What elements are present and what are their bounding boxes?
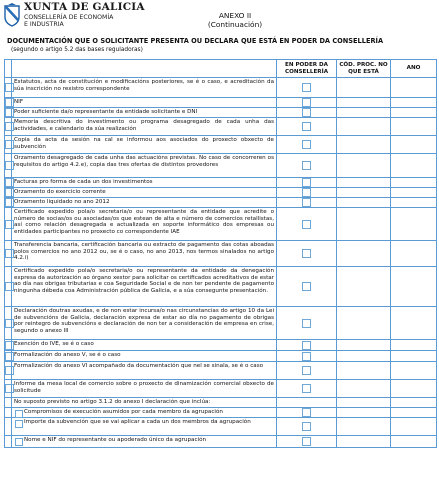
header-in-power: EN PODER DA CONSELLERÍA [277,60,337,78]
row-text [12,380,277,398]
row-text [12,98,277,108]
header-document-column [12,60,277,78]
checkbox-icon [302,319,311,328]
table-row [5,241,437,267]
row-label: No suposto previsto no artigo 3.1.2 do anexo I declaración que inclúa: [14,399,211,405]
in-power-checkbox[interactable] [277,418,337,436]
year-field[interactable] [391,351,437,362]
table-row [5,418,437,436]
row-label: Formalización do anexo VI acompañado da documentación que nel se sinala, se é o caso [14,363,264,369]
row-label: Importe da subvención que se vai aplicar a cada un dos membros da agrupación [24,419,251,425]
annex-label [190,12,280,29]
row-text [12,198,277,208]
proc-code-field[interactable] [337,307,391,340]
year-field[interactable] [391,436,437,448]
brand-name: XUNTA DE GALICIA [24,1,145,13]
in-power-checkbox[interactable] [277,78,337,98]
documentation-table [4,59,437,448]
year-field[interactable] [391,241,437,267]
checkbox-icon [302,408,311,417]
in-power-checkbox[interactable] [277,340,337,351]
checkbox-icon [302,352,311,361]
row-label: Compromisos de execución asumidos por cada membro da agrupación [24,409,223,415]
year-field[interactable] [391,198,437,208]
proc-code-field[interactable] [337,154,391,178]
row-label: Orzamento do exercicio corrente [14,189,106,195]
header-year: ANO [391,60,437,78]
year-field[interactable] [391,208,437,241]
table-row [5,408,437,418]
table-row [5,351,437,362]
row-checkbox[interactable] [5,178,12,188]
header-check-column [5,60,12,78]
row-text [12,208,277,241]
row-label: Facturas pro forma de cada un dos investimentos [14,179,153,185]
table-row [5,188,437,198]
year-field[interactable] [391,154,437,178]
row-checkbox[interactable] [5,154,12,178]
year-field[interactable] [391,340,437,351]
in-power-checkbox[interactable] [277,188,337,198]
year-field[interactable] [391,78,437,98]
table-row [5,198,437,208]
blank-cell [337,398,391,408]
proc-code-field[interactable] [337,408,391,418]
row-checkbox[interactable] [5,118,12,136]
in-power-checkbox[interactable] [277,178,337,188]
annex-continuation: (Continuación) [207,19,263,29]
in-power-checkbox[interactable] [277,198,337,208]
year-field[interactable] [391,307,437,340]
row-label: Certificado expedido pola/o secretaria/o ou representante da entidade da denegación expresa da autorización ao órgano xestor para solicitar os certificados acreditativos de estar ao día nas obrigas tributarias e coa Seguridade Social e de non ter pendente de pagamento ningunha débeda coa Administración pública de Galicia, e a súa consegunte presentación. [14,268,274,295]
row-text [12,436,277,448]
row-checkbox[interactable] [5,78,12,98]
in-power-checkbox[interactable] [277,108,337,118]
checkbox-icon [302,198,311,207]
checkbox-icon [302,366,311,375]
row-text [12,418,277,436]
row-text [12,178,277,188]
checkbox-icon [302,282,311,291]
proc-code-field[interactable] [337,98,391,108]
table-row [5,118,437,136]
table-row [5,340,437,351]
checkbox-icon [302,140,311,149]
row-text [12,108,277,118]
proc-code-field[interactable] [337,380,391,398]
row-label: Nome e NIF do representante ou apoderado único da agrupación [24,437,207,443]
row-text [12,241,277,267]
row-checkbox[interactable] [5,267,12,307]
in-power-checkbox[interactable] [277,136,337,154]
checkbox-icon [302,341,311,350]
row-label: Orzamento liquidado no ano 2012 [14,199,110,205]
year-field[interactable] [391,267,437,307]
in-power-checkbox[interactable] [277,362,337,380]
proc-code-field[interactable] [337,188,391,198]
year-field[interactable] [391,362,437,380]
row-label: Formalización do anexo V, se é o caso [14,352,121,358]
row-blank-cell [5,436,12,448]
table-row [5,362,437,380]
checkbox-icon [302,83,311,92]
year-field[interactable] [391,418,437,436]
in-power-checkbox[interactable] [277,408,337,418]
row-checkbox[interactable] [5,351,12,362]
row-text [12,78,277,98]
table-row [5,267,437,307]
checkbox-icon [302,161,311,170]
proc-code-field[interactable] [337,208,391,241]
row-checkbox[interactable] [5,208,12,241]
row-checkbox[interactable] [5,98,12,108]
row-text [12,118,277,136]
in-power-checkbox[interactable] [277,118,337,136]
department-name [24,14,134,28]
checkbox-icon [302,122,311,131]
row-checkbox[interactable] [5,188,12,198]
proc-code-field[interactable] [337,108,391,118]
document-title: DOCUMENTACIÓN QUE O SOLICITANTE PRESENTA OU DECLARA QUE ESTÁ EN PODER DA CONSELLERÍA [7,37,384,45]
proc-code-field[interactable] [337,436,391,448]
proc-code-field[interactable] [337,362,391,380]
in-power-checkbox[interactable] [277,98,337,108]
row-text [12,267,277,307]
proc-code-field[interactable] [337,136,391,154]
row-label: Orzamento desagregado de cada unha das actuacións previstas. No caso de concorreren os requisitos do artigo 4.2.e), copia das tres ofertas de distintos provedores [14,155,274,168]
row-checkbox[interactable] [5,108,12,118]
in-power-checkbox[interactable] [277,436,337,448]
table-row [5,136,437,154]
annex-title: ANEXO II [218,11,252,20]
table-row [5,178,437,188]
row-label: Memoria descritiva do investimento ou programa desagregado de cada unha das actividades, e calendario da súa realización [14,119,274,132]
row-text [12,154,277,178]
table-row [5,208,437,241]
department-line-1: CONSELLERÍA DE ECONOMÍA [24,14,114,21]
proc-code-field[interactable] [337,198,391,208]
row-checkbox[interactable] [5,362,12,380]
row-text [12,398,277,408]
row-text [12,188,277,198]
year-field[interactable] [391,98,437,108]
row-label: Estatutos, acta de constitución e modificacións posteriores, se é o caso, e acreditación da súa inscrición no rexistro correspondente [14,79,274,92]
year-field[interactable] [391,136,437,154]
proc-code-field[interactable] [337,118,391,136]
row-text [12,351,277,362]
in-power-checkbox[interactable] [277,351,337,362]
checkbox-icon [302,188,311,197]
checkbox-icon [302,437,311,446]
row-blank-cell [5,418,12,436]
checkbox-icon[interactable] [15,420,23,428]
checkbox-icon [302,98,311,107]
row-checkbox[interactable] [5,307,12,340]
proc-code-field[interactable] [337,351,391,362]
checkbox-icon [302,108,311,117]
year-field[interactable] [391,108,437,118]
in-power-checkbox[interactable] [277,307,337,340]
table-row [5,398,437,408]
table-row [5,380,437,398]
proc-code-field[interactable] [337,178,391,188]
table-row [5,436,437,448]
row-text [12,136,277,154]
row-label: Poder suficiente da/o representante da entidade solicitante e DNI [14,109,198,115]
row-checkbox[interactable] [5,241,12,267]
checkbox-icon [302,220,311,229]
checkbox-icon[interactable] [15,438,23,446]
row-checkbox[interactable] [5,136,12,154]
year-field[interactable] [391,408,437,418]
checkbox-icon [302,178,311,187]
row-label: Declaración doutras axudas, e de non estar incursa/o nas circunstancias do artigo 10 da Lei de subvencións de Galicia, declaración expresa de estar ao día no pagamento de obrigas por reintegro de subvencións e declaración de non ter a consideración de empresa en crise, segundo o anexo III [14,308,274,335]
row-label-wrap [12,436,276,444]
year-field[interactable] [391,118,437,136]
table-row [5,307,437,340]
row-label-wrap [12,408,276,416]
row-text [12,362,277,380]
row-blank-cell [5,398,12,408]
checkbox-icon[interactable] [15,410,23,418]
row-label: Copia da acta da sesión na cal se informou aos asociados do proxecto obxecto de subvención [14,137,274,150]
row-label: Informe da mesa local de comercio sobre o proxecto de dinamización comercial obxecto de solicitude [14,381,274,394]
proc-code-field[interactable] [337,78,391,98]
table-row [5,154,437,178]
blank-cell [391,398,437,408]
year-field[interactable] [391,178,437,188]
row-text [12,340,277,351]
row-text [12,408,277,418]
in-power-checkbox[interactable] [277,208,337,241]
year-field[interactable] [391,380,437,398]
year-field[interactable] [391,188,437,198]
row-label: Transferencia bancaria, certificación bancaria ou extracto de pagamento das cotas aboadas polos comercios no ano 2012 ou, se é o caso, no ano 2013, nos termos sinalados no artigo 4.2.i) [14,242,274,262]
blank-cell [277,398,337,408]
row-checkbox[interactable] [5,380,12,398]
row-label: NIF [14,99,24,105]
department-line-2: E INDUSTRIA [24,21,64,28]
in-power-checkbox[interactable] [277,380,337,398]
xunta-coat-of-arms-icon [3,3,21,27]
checkbox-icon [302,249,311,258]
checkbox-icon [302,384,311,393]
row-text [12,307,277,340]
in-power-checkbox[interactable] [277,267,337,307]
table-row [5,78,437,98]
proc-code-field[interactable] [337,267,391,307]
table-row [5,108,437,118]
row-blank-cell [5,408,12,418]
row-label: Certificado expedido pola/o secretaria/o ou representante da entidade que acredite o número de socias/os ou asociadas/os que estean de alta e número de comercios retallistas, así como relación desagregada e actualizada en soporte informático dos empresas ou entidades participantes no proxecto co correspondente IAE [14,209,274,236]
proc-code-field[interactable] [337,418,391,436]
row-label: Exención do IVE, se é o caso [14,341,94,347]
row-label-wrap [12,418,276,426]
row-checkbox[interactable] [5,340,12,351]
page-header [0,0,439,36]
in-power-checkbox[interactable] [277,154,337,178]
checkbox-icon [302,422,311,431]
header-proc-code: CÓD. PROC. NO QUE ESTÁ [337,60,391,78]
row-checkbox[interactable] [5,198,12,208]
in-power-checkbox[interactable] [277,241,337,267]
proc-code-field[interactable] [337,241,391,267]
proc-code-field[interactable] [337,340,391,351]
document-subtitle: (segundo o artigo 5.2 das bases reguladoras) [11,47,143,53]
table-row [5,98,437,108]
